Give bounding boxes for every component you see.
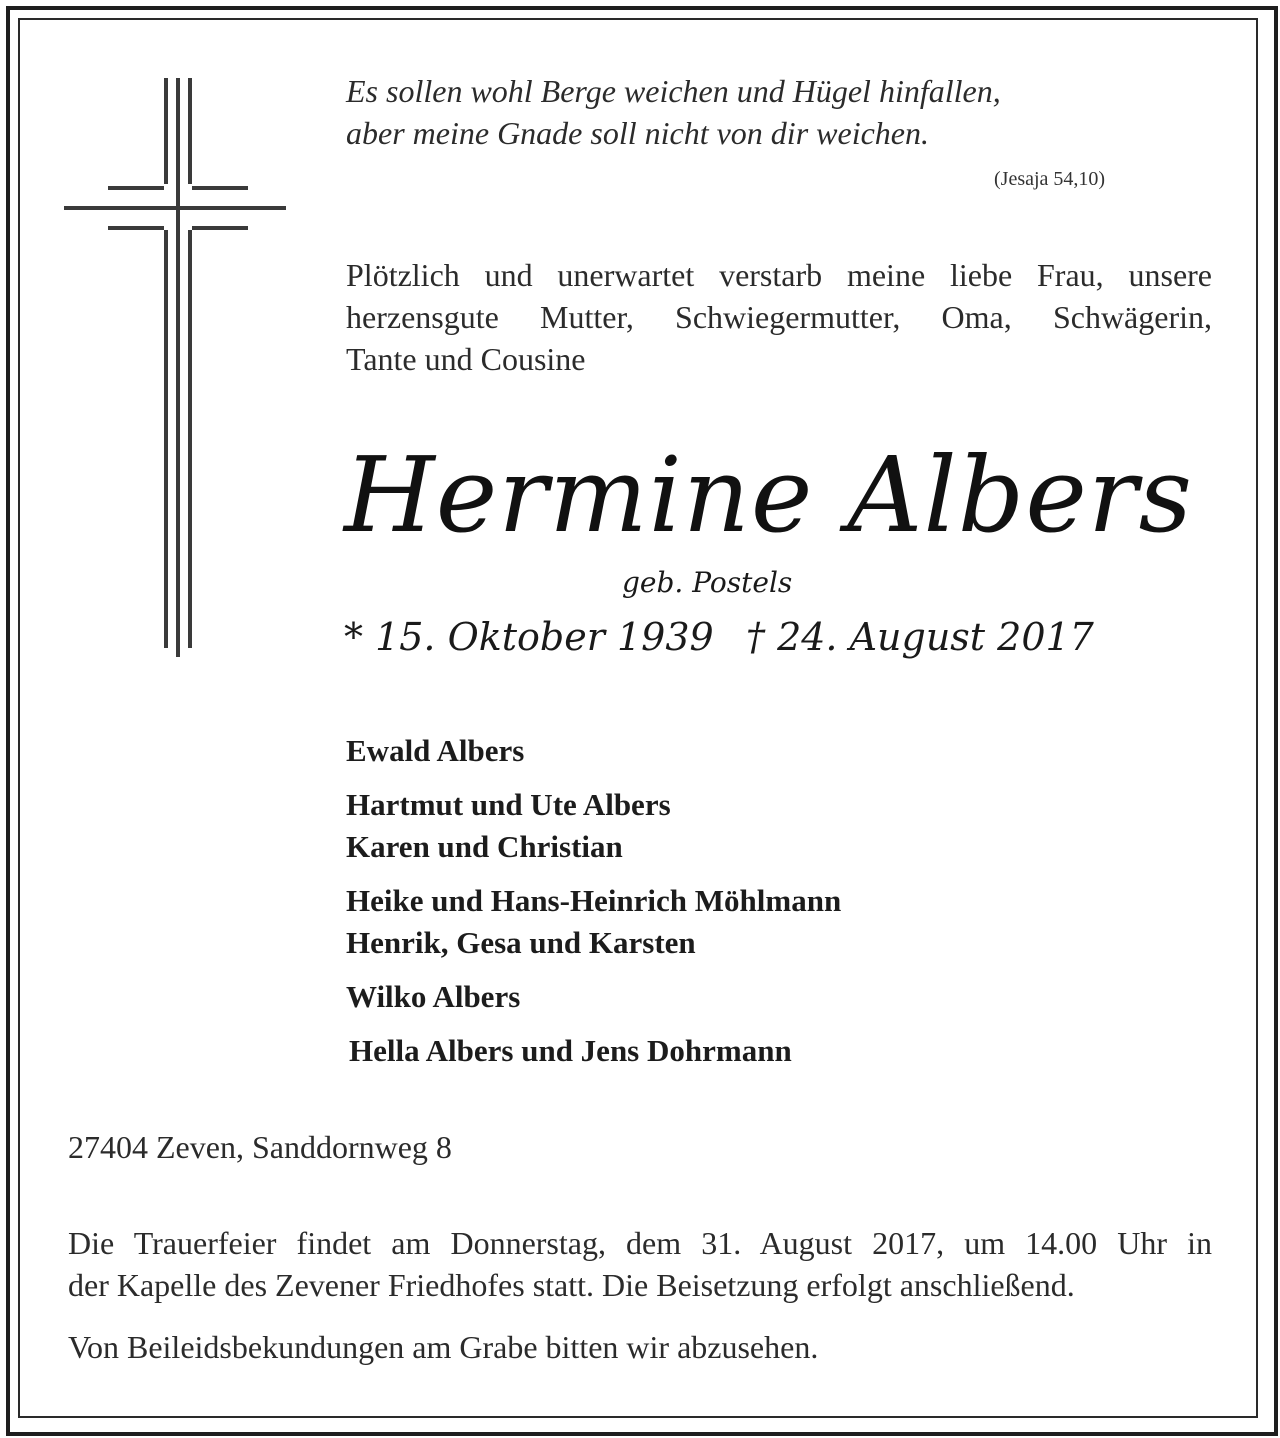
service-line: der Kapelle des Zevener Friedhofes statt. Die Beisetzung erfolgt anschließend.: [68, 1267, 1075, 1303]
condolence-note: Von Beileidsbekundungen am Grabe bitten wir abzusehen.: [68, 1329, 819, 1365]
mourner-group: [346, 1030, 841, 1072]
mourner-name: Hella Albers und Jens Dohrmann: [349, 1033, 792, 1068]
service-info: [68, 1222, 1212, 1306]
mourner-group: [346, 784, 841, 868]
mourner-group: [346, 730, 841, 772]
intro-line: herzensgute Mutter, Schwiegermutter, Oma, Schwägerin,: [346, 299, 1212, 335]
address: 27404 Zeven, Sanddornweg 8: [68, 1129, 452, 1165]
mourner-group: [346, 976, 841, 1018]
bible-verse: [346, 70, 1001, 154]
mourner-name: Hartmut und Ute Albers: [346, 787, 671, 822]
intro-line: Tante und Cousine: [346, 341, 586, 377]
mourner-group: [346, 880, 841, 964]
mourner-name: Ewald Albers: [346, 733, 525, 768]
verse-source: (Jesaja 54,10): [994, 168, 1106, 190]
mourner-name: Heike und Hans-Heinrich Möhlmann: [346, 883, 842, 918]
intro-line: Plötzlich und unerwartet verstarb meine liebe Frau, unsere: [346, 257, 1212, 293]
cross-icon: [60, 74, 292, 662]
deceased-name: Hermine Albers: [344, 434, 1193, 556]
verse-line: aber meine Gnade soll nicht von dir weichen.: [346, 115, 929, 151]
life-dates: [344, 612, 1094, 662]
maiden-name: geb. Postels: [622, 566, 793, 599]
verse-line: Es sollen wohl Berge weichen und Hügel hinfallen,: [346, 73, 1001, 109]
mourner-name: Karen und Christian: [346, 829, 623, 864]
mourners-list: [346, 730, 841, 1084]
mourner-name: Wilko Albers: [346, 979, 521, 1014]
birth-date: * 15. Oktober 1939: [344, 615, 714, 659]
mourner-name: Henrik, Gesa und Karsten: [346, 925, 696, 960]
service-line: Die Trauerfeier findet am Donnerstag, dem 31. August 2017, um 14.00 Uhr in: [68, 1225, 1212, 1261]
death-date: † 24. August 2017: [746, 615, 1094, 659]
intro-text: [346, 254, 1212, 380]
